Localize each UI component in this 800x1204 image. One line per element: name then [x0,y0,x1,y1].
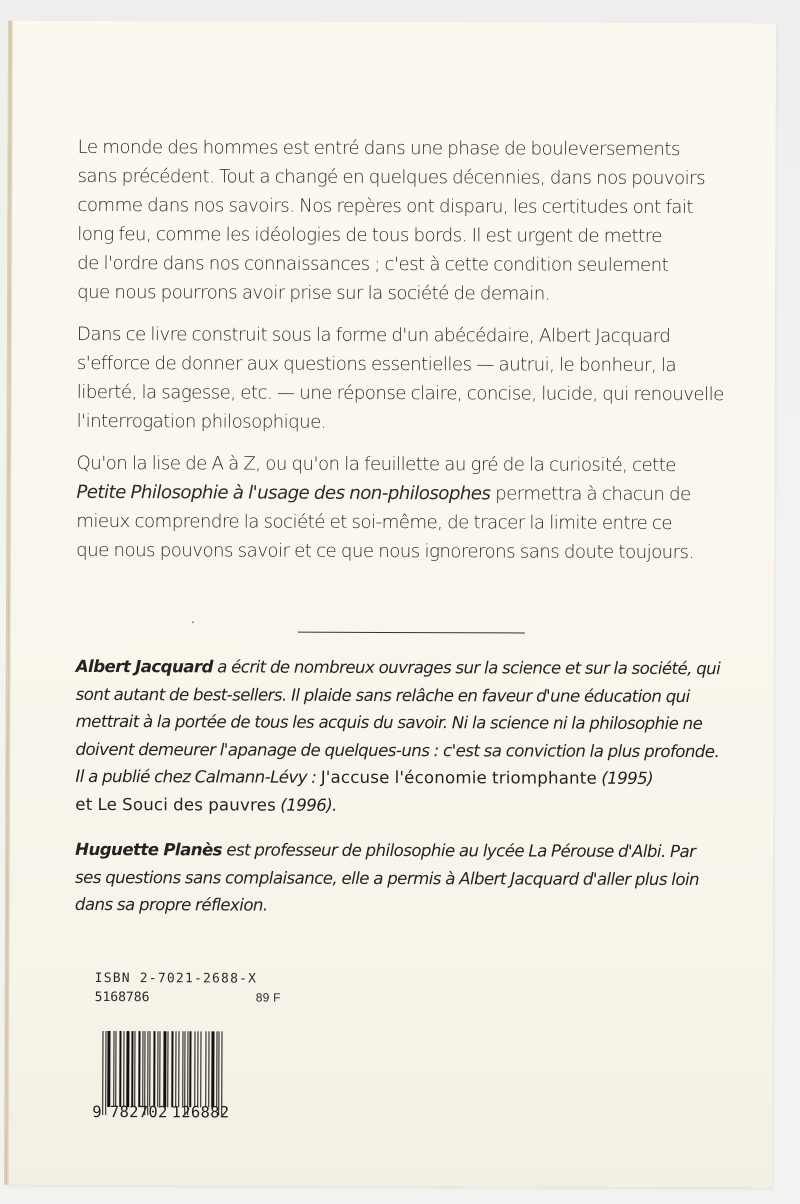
text-line: de l'ordre dans nos connaissances ; c'est à cette condition seulement [77,252,669,276]
barcode-bar [138,1031,140,1107]
barcode-bar [116,1031,117,1107]
price: 89 F [255,990,281,1005]
text-line: ses questions sans complaisance, elle a permis à Albert Jacquard d'aller plus loin [75,867,700,889]
text-fragment: et [75,794,98,814]
text-line: Le monde des hommes est entré dans une phase de bouleversements [77,136,680,161]
barcode-bars [102,1031,224,1107]
book-title: Petite Philosophie à l'usage des non-philosophes [76,481,491,505]
barcode-bar [168,1031,169,1107]
text-line: s'efforce de donner aux questions essentielles — autrui, le bonheur, la [76,352,677,376]
barcode-bar [123,1031,124,1107]
text-line: Dans ce livre construit sous la forme d'un abécédaire, Albert Jacquard [76,323,671,347]
barcode-bar [142,1031,143,1107]
text-line: mieux comprendre la société et soi-même, de tracer la limite entre ce [76,510,673,534]
section-divider [298,632,525,634]
text-fragment: permettra à chacun de [490,483,691,506]
text-line: comme dans nos savoirs. Nos repères ont disparu, les certitudes ont fait [77,194,694,219]
barcode-bar [171,1031,173,1107]
book-year: (1995) [596,768,654,788]
barcode-bar [157,1031,158,1107]
barcode-digits [92,1103,229,1121]
isbn-number: ISBN 2-7021-2688-X [94,970,258,987]
barcode-group-1: 782702 [109,1103,168,1122]
text-line [76,653,746,683]
text-line: Qu'on la lise de A à Z, ou qu'on la feuillette au gré de la curiosité, cette [76,452,677,476]
author-name: Albert Jacquard [75,656,213,677]
text-line: sont autant de best-sellers. Il plaide sans relâche en faveur d'une éducation qui [75,684,690,706]
text-fragment: a écrit de nombreux ouvrages sur la science et sur la société, qui [212,657,721,679]
reference-row [95,988,281,1008]
barcode-bar [205,1031,206,1107]
barcode-bar [216,1031,217,1107]
barcode-bar [159,1031,160,1107]
coauthor-name: Huguette Planès [75,839,223,860]
isbn-block [95,969,281,1008]
coauthor-bio [75,836,745,921]
book-year: (1996). [275,795,337,815]
text-line: que nous pourrons avoir prise sur la société de demain. [77,281,551,305]
author-bio [75,653,746,820]
barcode-bar [197,1031,198,1107]
book-title: Le Souci des pauvres [97,794,277,815]
text-line [75,763,745,793]
text-line: l'interrogation philosophique. [76,410,327,433]
barcode [92,1031,262,1122]
text-line: sans précédent. Tout a changé en quelques décennies, dans nos pouvoirs [77,165,706,190]
text-fragment: est professeur de philosophie au lycée La Pérouse d'Albi. Par [221,840,696,862]
blurb-paragraph-1 [77,133,744,309]
barcode-bar [182,1031,183,1107]
barcode-bar [200,1031,201,1107]
text-line [76,478,742,509]
text-line [75,836,745,866]
barcode-bar [119,1031,121,1107]
text-line: doivent demeurer l'apanage de quelques-uns : c'est sa conviction la plus profonde. [75,739,720,761]
barcode-bar [126,1031,129,1107]
text-line: long feu, comme les idéologies de tous bords. Il est urgent de mettre [77,223,662,247]
text-fragment: Il a publié chez Calmann-Lévy : [75,766,321,787]
reference-number: 5168786 [94,989,150,1006]
text-line: que nous pouvons savoir et ce que nous ignorerons sans doute toujours. [76,539,694,564]
barcode-bar [176,1031,177,1107]
barcode-bar [178,1031,179,1107]
barcode-bar [135,1031,136,1107]
barcode-bar [131,1031,133,1107]
blurb-text [76,133,744,580]
barcode-lead-digit: 9 [92,1102,102,1121]
barcode-bar [153,1031,155,1107]
barcode-bar [163,1031,166,1107]
blurb-paragraph-3 [76,449,742,567]
text-line: dans sa propre réflexion. [74,894,268,915]
print-speck [192,621,194,623]
book-back-cover [6,21,776,1188]
text-line [75,790,745,820]
barcode-bar [211,1031,214,1107]
barcode-bar [113,1031,114,1107]
barcode-bar [194,1031,195,1107]
barcode-bar [190,1031,192,1107]
barcode-bar [209,1031,210,1107]
barcode-group-2: 126882 [171,1103,230,1122]
barcode-bar [107,1031,110,1107]
text-line: mettrait à la portée de tous les acquis du savoir. Ni la science ni la philosophie ne [75,711,703,734]
text-line: liberté, la sagesse, etc. — une réponse claire, concise, lucide, qui renouvelle [76,381,724,406]
blurb-paragraph-2 [77,320,743,438]
book-title: J'accuse l'économie triomphante [320,767,597,788]
biographies [75,653,746,939]
barcode-bar [150,1031,151,1107]
